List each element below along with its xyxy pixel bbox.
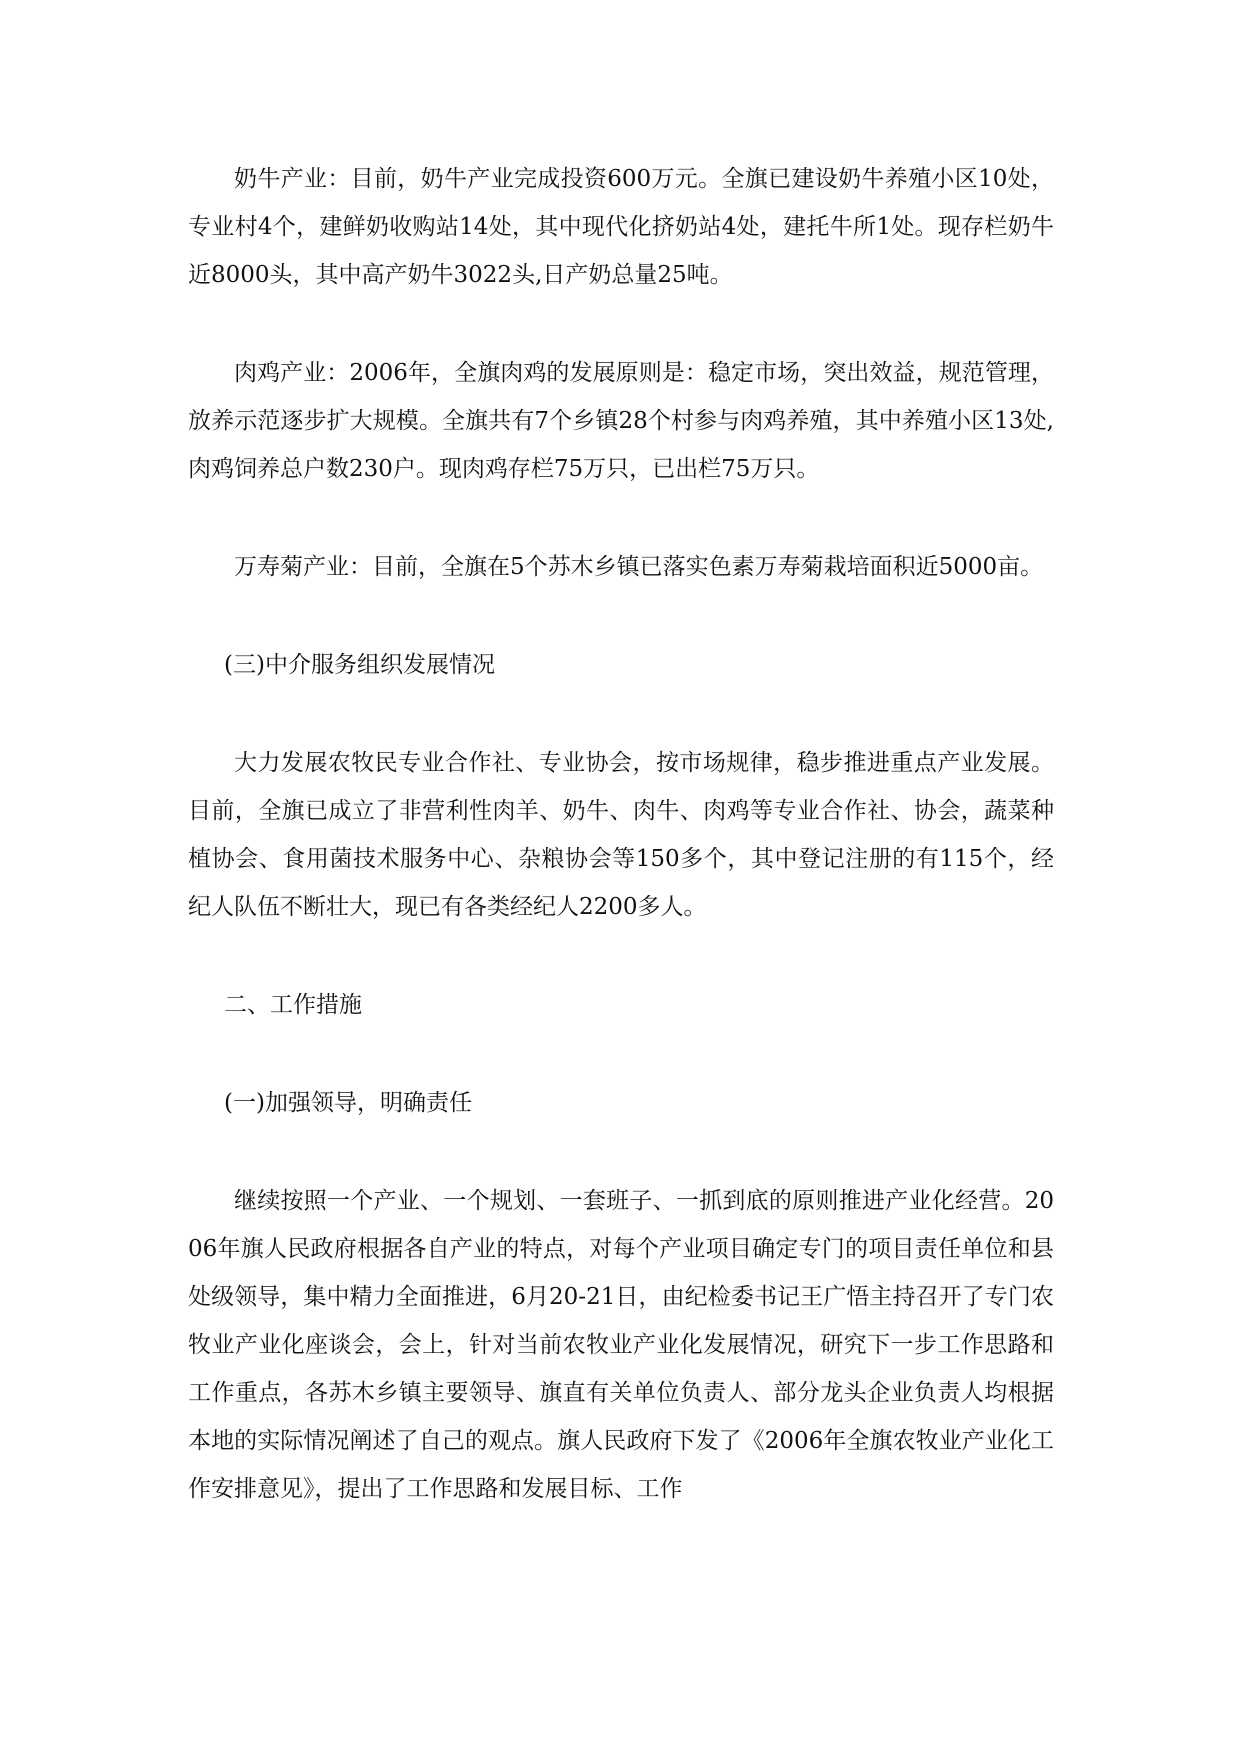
document-body: [188, 155, 1054, 1513]
paragraph-spacer: [188, 591, 1054, 641]
section-heading-intermediary: (三)中介服务组织发展情况: [224, 652, 495, 678]
section-heading-work-measures: 二、工作措施: [224, 992, 362, 1018]
paragraph-spacer: [188, 299, 1054, 349]
paragraph-dairy-industry: 奶牛产业：目前，奶牛产业完成投资600万元。全旗已建设奶牛养殖小区10处，专业村4个，建鲜奶收购站14处，其中现代化挤奶站4处，建托牛所1处。现存栏奶牛近8000头，其中高产奶牛3022头,日产奶总量25吨。: [188, 166, 1054, 288]
paragraph-spacer: [188, 1029, 1054, 1079]
paragraph-spacer: [188, 689, 1054, 739]
paragraph-spacer: [188, 931, 1054, 981]
paragraph-spacer: [188, 1127, 1054, 1177]
paragraph-broiler-industry: 肉鸡产业：2006年，全旗肉鸡的发展原则是：稳定市场，突出效益，规范管理，放养示范逐步扩大规模。全旗共有7个乡镇28个村参与肉鸡养殖，其中养殖小区13处,肉鸡饲养总户数230户。现肉鸡存栏75万只，已出栏75万只。: [188, 360, 1054, 482]
paragraph-intermediary-services: 大力发展农牧民专业合作社、专业协会，按市场规律，稳步推进重点产业发展。目前，全旗已成立了非营利性肉羊、奶牛、肉牛、肉鸡等专业合作社、协会，蔬菜种植协会、食用菌技术服务中心、杂粮协会等150多个，其中登记注册的有115个，经纪人队伍不断壮大，现已有各类经纪人2200多人。: [188, 750, 1054, 920]
paragraph-marigold-industry: 万寿菊产业：目前，全旗在5个苏木乡镇已落实色素万寿菊栽培面积近5000亩。: [234, 554, 1044, 580]
paragraph-leadership: 继续按照一个产业、一个规划、一套班子、一抓到底的原则推进产业化经营。2006年旗人民政府根据各自产业的特点，对每个产业项目确定专门的项目责任单位和县处级领导，集中精力全面推进，6月20-21日，由纪检委书记王广悟主持召开了专门农牧业产业化座谈会，会上，针对当前农牧业产业化发展情况，研究下一步工作思路和工作重点，各苏木乡镇主要领导、旗直有关单位负责人、部分龙头企业负责人均根据本地的实际情况阐述了自己的观点。旗人民政府下发了《2006年全旗农牧业产业化工作安排意见》，提出了工作思路和发展目标、工作: [188, 1188, 1054, 1502]
section-heading-leadership: (一)加强领导，明确责任: [224, 1090, 472, 1116]
paragraph-spacer: [188, 493, 1054, 543]
